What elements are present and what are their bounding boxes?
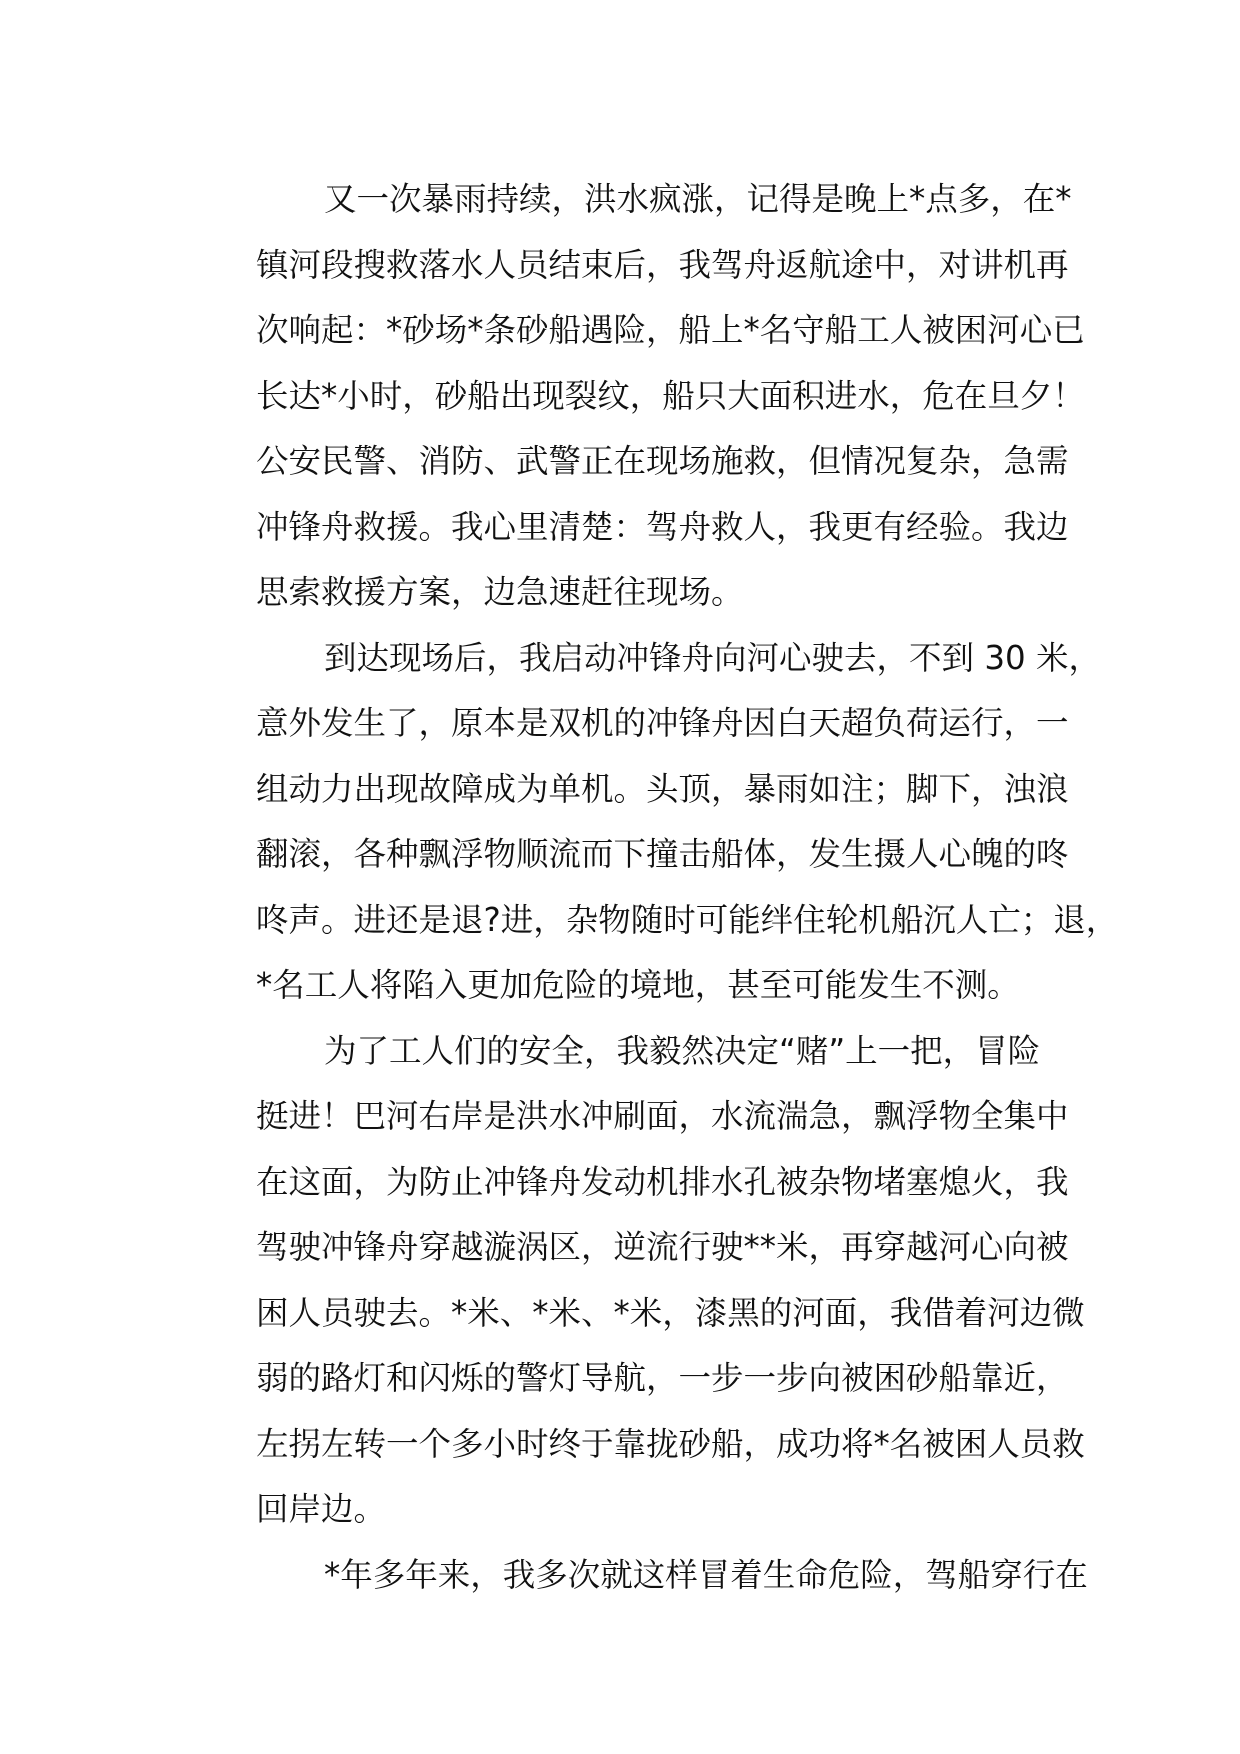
text-line: 组动力出现故障成为单机。头顶，暴雨如注；脚下，浊浪 — [256, 769, 1069, 808]
text-line: 又一次暴雨持续，洪水疯涨，记得是晚上*点多，在* — [324, 180, 1072, 218]
paragraph-2 — [188, 626, 1119, 1019]
paragraph-3 — [188, 1019, 1088, 1543]
text-line: 思索救援方案，边急速赶往现场。 — [256, 573, 744, 611]
text-line: 长达*小时，砂船出现裂纹，船只大面积进水，危在旦夕！ — [256, 376, 1085, 415]
text-line: 在这面，为防止冲锋舟发动机排水孔被杂物堵塞熄火，我 — [256, 1162, 1069, 1201]
text-line: 弱的路灯和闪烁的警灯导航，一步一步向被困砂船靠近， — [256, 1359, 1069, 1397]
paragraph-4 — [188, 1543, 1088, 1609]
paragraph-1 — [188, 167, 1088, 626]
text-line: 咚声。进还是退?进，杂物随时可能绊住轮机船沉人亡；退， — [256, 900, 1119, 939]
text-line: 到达现场后，我启动冲锋舟向河心驶去，不到 30 米， — [324, 638, 1102, 677]
text-line: *年多年来，我多次就这样冒着生命危险，驾船穿行在 — [324, 1555, 1088, 1594]
text-line: 意外发生了，原本是双机的冲锋舟因白天超负荷运行，一 — [256, 704, 1069, 742]
text-line: *名工人将陷入更加危险的境地，甚至可能发生不测。 — [256, 966, 1020, 1004]
text-line: 挺进！巴河右岸是洪水冲刷面，水流湍急，飘浮物全集中 — [256, 1097, 1069, 1135]
text-line: 公安民警、消防、武警正在现场施救，但情况复杂，急需 — [256, 442, 1069, 480]
text-line: 镇河段搜救落水人员结束后，我驾舟返航途中，对讲机再 — [256, 245, 1069, 284]
text-line: 次响起：*砂场*条砂船遇险，船上*名守船工人被困河心已 — [256, 311, 1085, 349]
text-line: 冲锋舟救援。我心里清楚：驾舟救人，我更有经验。我边 — [256, 507, 1069, 546]
text-line: 为了工人们的安全，我毅然决定“赌”上一把，冒险 — [324, 1031, 1041, 1070]
document-body — [188, 167, 1119, 1608]
text-line: 困人员驶去。*米、*米、*米，漆黑的河面，我借着河边微 — [256, 1293, 1085, 1332]
text-line: 回岸边。 — [256, 1490, 387, 1528]
text-line: 左拐左转一个多小时终于靠拢砂船，成功将*名被困人员救 — [256, 1424, 1085, 1463]
text-line: 翻滚，各种飘浮物顺流而下撞击船体，发生摄人心魄的咚 — [256, 835, 1069, 873]
text-line: 驾驶冲锋舟穿越漩涡区，逆流行驶**米，再穿越河心向被 — [256, 1228, 1069, 1266]
